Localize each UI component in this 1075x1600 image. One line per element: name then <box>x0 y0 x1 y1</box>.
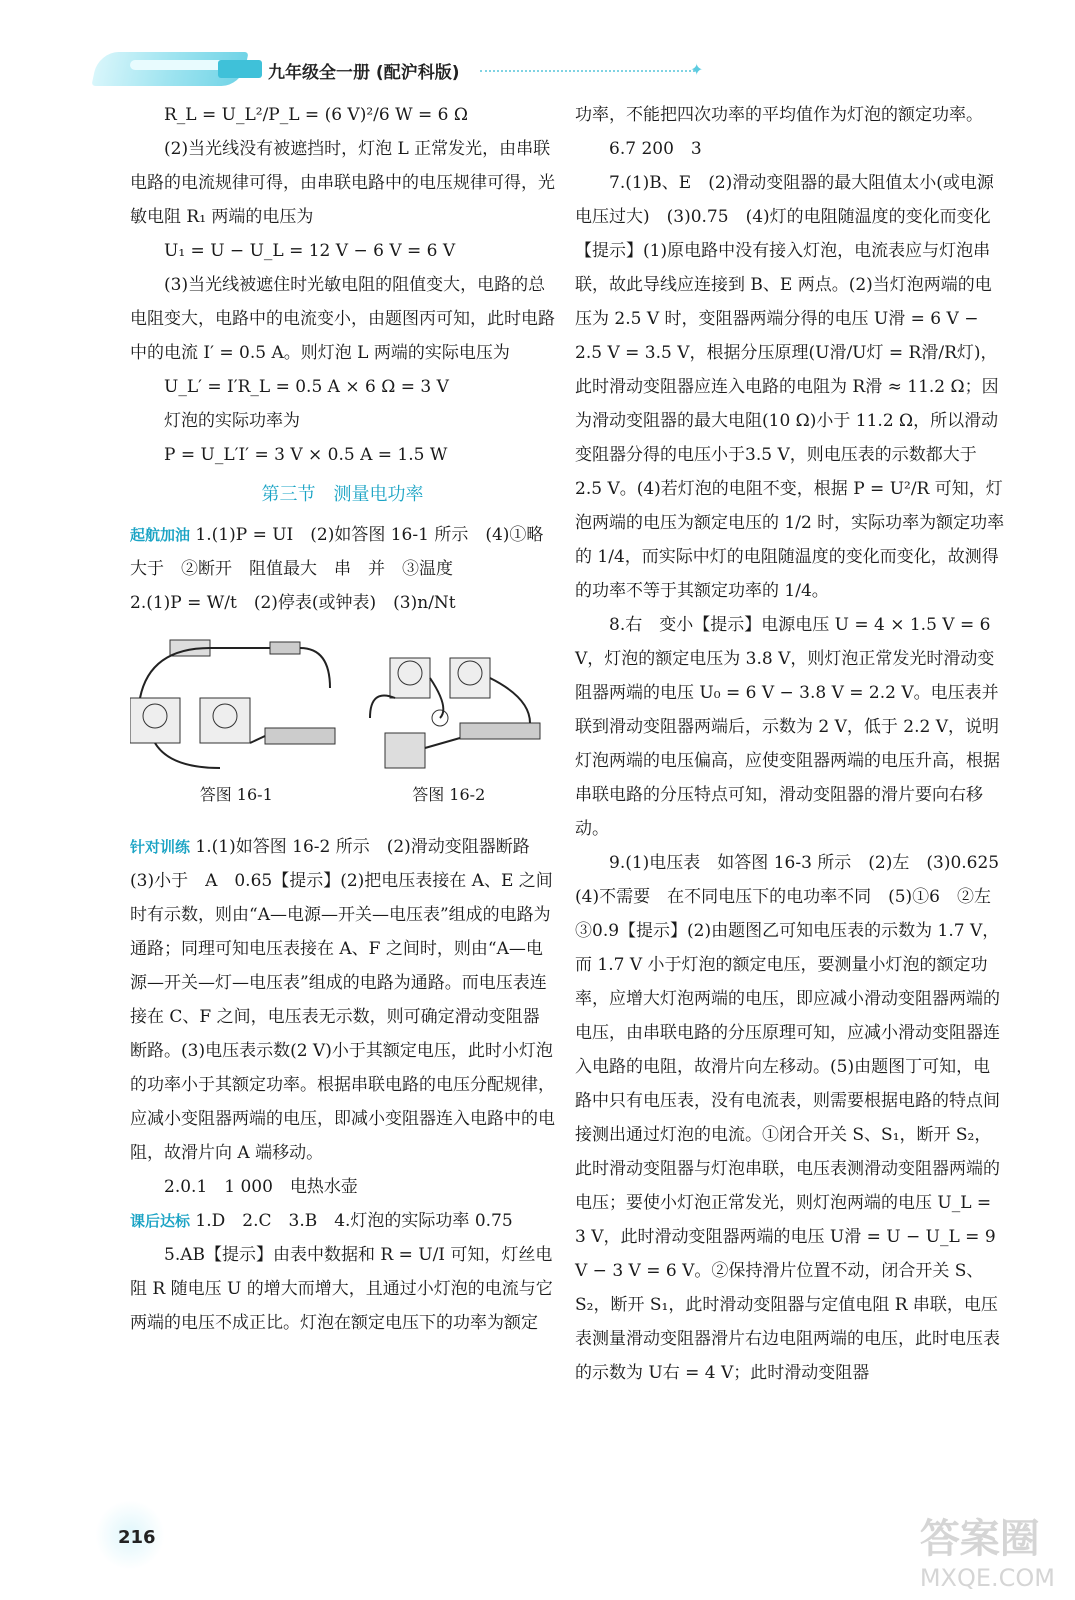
left-column <box>130 98 555 1340</box>
formula-p: P = U_L′I′ = 3 V × 0.5 A = 1.5 W <box>164 445 448 465</box>
label-zhendui: 针对训练 <box>130 838 191 856</box>
label-kehou: 课后达标 <box>130 1212 191 1230</box>
r-answer-9: 9.(1)电压表 如答图 16-3 所示 (2)左 (3)0.625 (4)不需要 在不同电压下的电功率不同 (5)①6 ②左 ③0.9【提示】(2)由题图乙可知电压表的示数为 1.7 V，而 1.7 V 小于灯泡的额定电压，要测量小灯泡的额定功率，应增大灯泡两端的电压，即应减小滑动变阻器两端的电压，由串联电路的分压原理可知，应减小滑动变阻器连入电路的电阻，故滑片向左移动。(5)由题图丁可知，电路中只有电压表，没有电流表，则需要根据电路的特点间接测出通过灯泡的电流。①闭合开关 S、S₁，断开 S₂，此时滑动变阻器与灯泡串联，电压表测滑动变阻器两端的电压；要使小灯泡正常发光，则灯泡两端的电压 U_L = 3 V，此时滑动变阻器两端的电压 U滑 = U − U_L = 9 V − 3 V = 6 V。②保持滑片位置不动，闭合开关 S、S₂，断开 S₁，此时滑动变阻器与定值电阻 R 串联，电压表测量滑动变阻器滑片右边电阻两端的电压，此时电压表的示数为 U右 = 4 V；此时滑动变阻器 <box>575 853 1017 1383</box>
figure-caption-2: 答图 16-2 <box>412 785 486 804</box>
para-2: (2)当光线没有被遮挡时，灯泡 L 正常发光，由串联电路的电流规律可得，由串联电路中的电压规律可得，光敏电阻 R₁ 两端的电压为 <box>130 139 555 227</box>
para-power: 灯泡的实际功率为 <box>164 411 300 431</box>
right-column <box>575 98 1017 1390</box>
zd-answer-1: 1.(1)如答图 16-2 所示 (2)滑动变阻器断路 (3)小于 A 0.65【提示】(2)把电压表接在 A、E 之间时有示数，则由“A—电源—开关—电压表”组成的电路为通路；同理可知电压表接在 A、F 之间时，则由“A—电源—开关—灯—电压表”组成的电路为通路。而电压表连接在 C、F 之间，电压表无示数，则可确定滑动变阻器断路。(3)电压表示数(2 V)小于其额定电压，此时小灯泡的功率小于其额定功率。根据串联电路的电压分配规律，应减小变阻器两端的电压，即减小变阻器连入电路中的电阻，故滑片向 A 端移动。 <box>130 837 555 1163</box>
para-3: (3)当光线被遮住时光敏电阻的阻值变大，电路的总电阻变大，电路中的电流变小，由题图丙可知，此时电路中的电流 I′ = 0.5 A。则灯泡 L 两端的实际电压为 <box>130 275 555 363</box>
watermark-logo: 答案圈 <box>919 1516 1040 1562</box>
watermark <box>920 1507 1055 1592</box>
qh-answer-1: 1.(1)P = UI (2)如答图 16-1 所示 (4)①略大于 ②断开 阻值最大 串 并 ③温度 <box>130 525 544 579</box>
figure-captions <box>130 778 555 812</box>
header-title: 九年级全一册 (配沪科版) <box>268 63 460 83</box>
header-tag <box>218 60 262 78</box>
circuit-figures <box>130 628 555 778</box>
watermark-url: MXQE.COM <box>919 1564 1055 1592</box>
r-para-0: 功率，不能把四次功率的平均值作为灯泡的额定功率。 <box>575 105 983 125</box>
r-answer-7: 7.(1)B、E (2)滑动变阻器的最大阻值太小(或电源电压过大) (3)0.75 (4)灯的电阻随温度的变化而变化 【提示】(1)原电路中没有接入灯泡，电流表应与灯泡串联，故此导线应连接到 B、E 两点。(2)当灯泡两端的电压为 2.5 V 时，变阻器两端分得的电压 U滑 = 6 V − 2.5 V = 3.5 V，根据分压原理(U滑/U灯 = R滑/R灯)，此时滑动变阻器应连入电路的电阻为 R滑 ≈ 11.2 Ω；因为滑动变阻器的最大电阻(10 Ω)小于 11.2 Ω，所以滑动变阻器分得的电压小于3.5 V，则电压表的示数都大于 2.5 V。(4)若灯泡的电阻不变，根据 P = U²/R 可知，灯泡两端的电压为额定电压的 1/2 时，实际功率为额定功率的 1/4，而实际中灯的电阻随温度的变化而变化，故测得的功率不等于其额定功率的 1/4。 <box>575 173 1008 601</box>
header-star-icon: ✦ <box>690 60 704 79</box>
section-title: 第三节 测量电功率 <box>261 484 424 505</box>
r-answer-6: 6.7 200 3 <box>609 139 702 159</box>
kh-answer-5: 5.AB【提示】由表中数据和 R = U/I 可知，灯丝电阻 R 随电压 U 的增大而增大，且通过小灯泡的电流与它两端的电压不成正比。灯泡在额定电压下的功率为额定 <box>130 1245 553 1333</box>
formula-ul: U_L′ = I′R_L = 0.5 A × 6 Ω = 3 V <box>164 377 449 397</box>
figure-caption-1: 答图 16-1 <box>199 785 273 804</box>
header-decoration-highlight <box>130 60 225 70</box>
formula-rl: R_L = U_L²/P_L = (6 V)²/6 W = 6 Ω <box>164 105 468 125</box>
qh-answer-2: 2.(1)P = W/t (2)停表(或钟表) (3)n/Nt <box>130 593 456 613</box>
label-qihang: 起航加油 <box>130 526 191 544</box>
page-number: 216 <box>118 1527 156 1548</box>
header-dotted-line <box>480 70 695 72</box>
kh-answers: 1.D 2.C 3.B 4.灯泡的实际功率 0.75 <box>195 1211 513 1231</box>
r-answer-8: 8.右 变小【提示】电源电压 U = 4 × 1.5 V = 6 V，灯泡的额定电压为 3.8 V，则灯泡正常发光时滑动变阻器两端的电压 U₀ = 6 V − 3.8 V = 2.2 V。电压表并联到滑动变阻器两端后，示数为 2 V，低于 2.2 V，说明灯泡两端的电压偏高，应使变阻器两端的电压升高，根据串联电路的分压特点可知，滑动变阻器的滑片要向右移动。 <box>575 615 1000 839</box>
zd-answer-2: 2.0.1 1 000 电热水壶 <box>164 1177 358 1197</box>
circuit-diagram-icon <box>130 628 555 778</box>
formula-u1: U₁ = U − U_L = 12 V − 6 V = 6 V <box>164 241 456 261</box>
